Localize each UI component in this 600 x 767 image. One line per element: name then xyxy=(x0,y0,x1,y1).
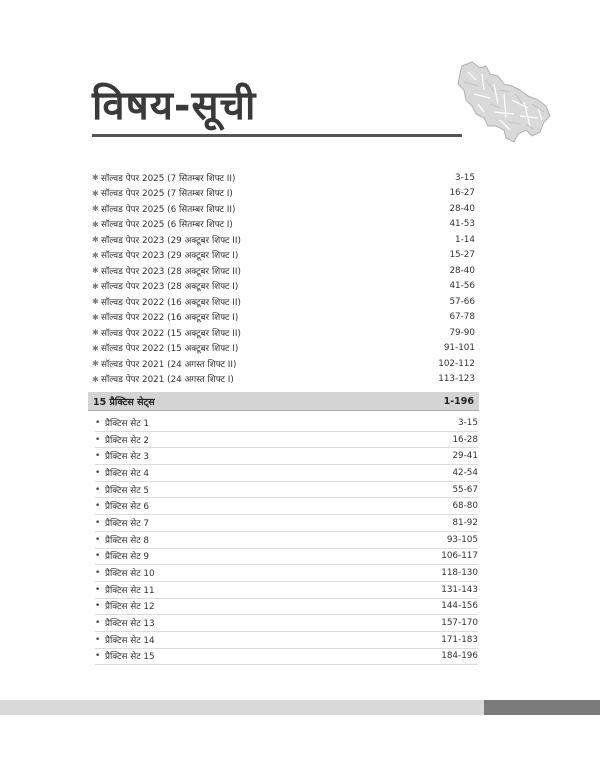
practice-row-label-wrap xyxy=(95,600,155,612)
practice-row xyxy=(95,632,478,649)
toc-row xyxy=(92,186,475,202)
toc-row-label-wrap xyxy=(92,234,241,246)
toc-row xyxy=(92,279,475,295)
practice-row-pages: 131-143 xyxy=(441,584,478,595)
practice-row-label: प्रैक्टिस सेट 6 xyxy=(105,502,150,513)
toc-row-pages: 15-27 xyxy=(449,250,475,261)
toc-row xyxy=(92,248,475,264)
practice-row-pages: 106-117 xyxy=(441,551,478,562)
toc-row-pages: 41-53 xyxy=(449,219,475,230)
footer-band-accent xyxy=(484,700,600,715)
practice-row-label: प्रैक्टिस सेट 3 xyxy=(105,452,150,463)
toc-row-label-wrap xyxy=(92,218,233,230)
practice-row xyxy=(95,432,478,449)
bullet-icon: • xyxy=(95,434,101,445)
bullet-icon: ✱ xyxy=(92,219,99,229)
bullet-icon: ✱ xyxy=(92,235,99,245)
toc-row-label: सॉल्वड पेपर 2023 (29 अक्टूबर शिफ्ट II) xyxy=(101,235,241,246)
toc-row xyxy=(92,341,475,357)
toc-row-label-wrap xyxy=(92,203,235,215)
toc-row-label-wrap xyxy=(92,358,236,370)
bullet-icon: • xyxy=(95,618,101,629)
bullet-icon: • xyxy=(95,634,101,645)
practice-row xyxy=(95,549,478,566)
practice-row-label: प्रैक्टिस सेट 12 xyxy=(105,602,155,613)
bullet-icon: • xyxy=(95,467,101,478)
bullet-icon: • xyxy=(95,651,101,662)
toc-row xyxy=(92,170,475,186)
practice-section-pages: 1-196 xyxy=(443,395,474,407)
toc-row-pages: 91-101 xyxy=(443,343,475,354)
toc-row-pages: 57-66 xyxy=(449,296,475,307)
practice-row xyxy=(95,415,478,432)
bullet-icon: • xyxy=(95,584,101,595)
practice-row-label: प्रैक्टिस सेट 8 xyxy=(105,535,150,546)
practice-row-pages: 16-28 xyxy=(452,434,478,445)
toc-row-label-wrap xyxy=(92,311,238,323)
footer-band xyxy=(0,700,484,715)
practice-row-label: प्रैक्टिस सेट 15 xyxy=(105,652,155,663)
toc-row-pages: 1-14 xyxy=(455,234,475,245)
bullet-icon: • xyxy=(95,501,101,512)
toc-row-label: सॉल्वड पेपर 2022 (16 अक्टूबर शिफ्ट II) xyxy=(101,297,241,308)
practice-row-label: प्रैक्टिस सेट 14 xyxy=(105,635,155,646)
practice-row xyxy=(95,448,478,465)
practice-row-label: प्रैक्टिस सेट 11 xyxy=(105,585,155,596)
practice-row-pages: 157-170 xyxy=(441,618,478,629)
toc-row xyxy=(92,294,475,310)
title-underline xyxy=(92,134,462,137)
bullet-icon: • xyxy=(95,601,101,612)
practice-row xyxy=(95,582,478,599)
practice-row-label-wrap xyxy=(95,450,149,462)
bullet-icon: ✱ xyxy=(92,297,99,307)
practice-row xyxy=(95,532,478,549)
practice-row xyxy=(95,565,478,582)
practice-row-label: प्रैक्टिस सेट 7 xyxy=(105,518,150,529)
toc-row xyxy=(92,263,475,279)
toc-row xyxy=(92,356,475,372)
practice-row xyxy=(95,465,478,482)
practice-row-label-wrap xyxy=(95,617,155,629)
toc-row xyxy=(92,232,475,248)
toc-row-pages: 102-112 xyxy=(438,358,475,369)
bullet-icon: ✱ xyxy=(92,204,99,214)
bullet-icon: ✱ xyxy=(92,250,99,260)
practice-row xyxy=(95,615,478,632)
bullet-icon: ✱ xyxy=(92,328,99,338)
bullet-icon: • xyxy=(95,451,101,462)
bullet-icon: ✱ xyxy=(92,312,99,322)
toc-row-label-wrap xyxy=(92,265,241,277)
toc-row-label: सॉल्वड पेपर 2022 (15 अक्टूबर शिफ्ट II) xyxy=(101,328,241,339)
toc-row xyxy=(92,325,475,341)
practice-row-label-wrap xyxy=(95,584,155,596)
practice-row xyxy=(95,649,478,666)
bullet-icon: ✱ xyxy=(92,266,99,276)
practice-row-pages: 118-130 xyxy=(441,568,478,579)
toc-row-label: सॉल्वड पेपर 2021 (24 अगस्त शिफ्ट I) xyxy=(101,375,234,386)
practice-row xyxy=(95,482,478,499)
toc-row-label: सॉल्वड पेपर 2023 (29 अक्टूबर शिफ्ट I) xyxy=(101,251,239,262)
toc-row-label-wrap xyxy=(92,342,238,354)
practice-row-pages: 171-183 xyxy=(441,634,478,645)
bullet-icon: ✱ xyxy=(92,374,99,384)
practice-section-title: 15 प्रैक्टिस सेट्स xyxy=(93,396,155,408)
toc-row-pages: 67-78 xyxy=(449,312,475,323)
bullet-icon: • xyxy=(95,551,101,562)
practice-row-label: प्रैक्टिस सेट 9 xyxy=(105,552,150,563)
practice-row-label: प्रैक्टिस सेट 1 xyxy=(105,418,150,429)
bullet-icon: • xyxy=(95,417,101,428)
toc-row-label: सॉल्वड पेपर 2025 (6 सितम्बर शिफ्ट I) xyxy=(101,220,233,231)
practice-row-label-wrap xyxy=(95,567,155,579)
practice-row xyxy=(95,599,478,616)
toc-row-label: सॉल्वड पेपर 2021 (24 अगस्त शिफ्ट II) xyxy=(101,359,237,370)
practice-sets-list xyxy=(95,415,478,665)
practice-row-label-wrap xyxy=(95,634,155,646)
toc-row-label: सॉल्वड पेपर 2025 (6 सितम्बर शिफ्ट II) xyxy=(101,204,236,215)
practice-row-label-wrap xyxy=(95,534,149,546)
toc-row-label-wrap xyxy=(92,187,233,199)
toc-row-pages: 28-40 xyxy=(449,203,475,214)
practice-row-label-wrap xyxy=(95,517,149,529)
practice-row-label: प्रैक्टिस सेट 5 xyxy=(105,485,150,496)
toc-row-pages: 79-90 xyxy=(449,327,475,338)
practice-row-pages: 68-80 xyxy=(452,501,478,512)
practice-row xyxy=(95,498,478,515)
practice-row-pages: 29-41 xyxy=(452,451,478,462)
state-map-icon xyxy=(454,60,554,144)
toc-row-label: सॉल्वड पेपर 2022 (15 अक्टूबर शिफ्ट I) xyxy=(101,344,239,355)
bullet-icon: ✱ xyxy=(92,188,99,198)
practice-row-pages: 42-54 xyxy=(452,467,478,478)
toc-row-label-wrap xyxy=(92,249,238,261)
bullet-icon: ✱ xyxy=(92,343,99,353)
practice-row-label-wrap xyxy=(95,417,149,429)
practice-row-label-wrap xyxy=(95,550,149,562)
page-title: विषय-सूची xyxy=(92,83,257,129)
practice-row-pages: 184-196 xyxy=(441,651,478,662)
practice-row-label: प्रैक्टिस सेट 4 xyxy=(105,468,150,479)
toc-row-pages: 41-56 xyxy=(449,281,475,292)
practice-section-header xyxy=(88,392,479,411)
toc-row-label: सॉल्वड पेपर 2022 (16 अक्टूबर शिफ्ट I) xyxy=(101,313,239,324)
toc-row-pages: 3-15 xyxy=(455,172,475,183)
toc-row-label-wrap xyxy=(92,296,241,308)
toc-row-pages: 113-123 xyxy=(438,374,475,385)
practice-row-pages: 81-92 xyxy=(452,517,478,528)
practice-row-label-wrap xyxy=(95,434,149,446)
bullet-icon: • xyxy=(95,517,101,528)
solved-papers-list xyxy=(92,170,475,387)
practice-row-pages: 144-156 xyxy=(441,601,478,612)
toc-row xyxy=(92,310,475,326)
toc-row-label: सॉल्वड पेपर 2023 (28 अक्टूबर शिफ्ट I) xyxy=(101,282,239,293)
toc-row-label: सॉल्वड पेपर 2023 (28 अक्टूबर शिफ्ट II) xyxy=(101,266,241,277)
practice-row-label: प्रैक्टिस सेट 2 xyxy=(105,435,150,446)
practice-row-pages: 55-67 xyxy=(452,484,478,495)
bullet-icon: • xyxy=(95,534,101,545)
practice-row-label-wrap xyxy=(95,484,149,496)
practice-row-label-wrap xyxy=(95,467,149,479)
practice-row-label: प्रैक्टिस सेट 10 xyxy=(105,569,155,580)
practice-row-pages: 3-15 xyxy=(458,417,478,428)
toc-row-label-wrap xyxy=(92,172,235,184)
practice-row-pages: 93-105 xyxy=(446,534,478,545)
toc-row xyxy=(92,201,475,217)
bullet-icon: ✱ xyxy=(92,173,99,183)
toc-row-pages: 16-27 xyxy=(449,188,475,199)
bullet-icon: • xyxy=(95,568,101,579)
toc-row-label-wrap xyxy=(92,373,234,385)
toc-row xyxy=(92,372,475,388)
practice-row-label-wrap xyxy=(95,650,155,662)
practice-row xyxy=(95,515,478,532)
toc-row-label-wrap xyxy=(92,280,238,292)
bullet-icon: ✱ xyxy=(92,359,99,369)
bullet-icon: ✱ xyxy=(92,281,99,291)
toc-row-label-wrap xyxy=(92,327,241,339)
bullet-icon: • xyxy=(95,484,101,495)
toc-row-pages: 28-40 xyxy=(449,265,475,276)
toc-row xyxy=(92,217,475,233)
toc-row-label: सॉल्वड पेपर 2025 (7 सितम्बर शिफ्ट II) xyxy=(101,173,236,184)
toc-row-label: सॉल्वड पेपर 2025 (7 सितम्बर शिफ्ट I) xyxy=(101,189,233,200)
practice-row-label: प्रैक्टिस सेट 13 xyxy=(105,619,155,630)
practice-row-label-wrap xyxy=(95,500,149,512)
